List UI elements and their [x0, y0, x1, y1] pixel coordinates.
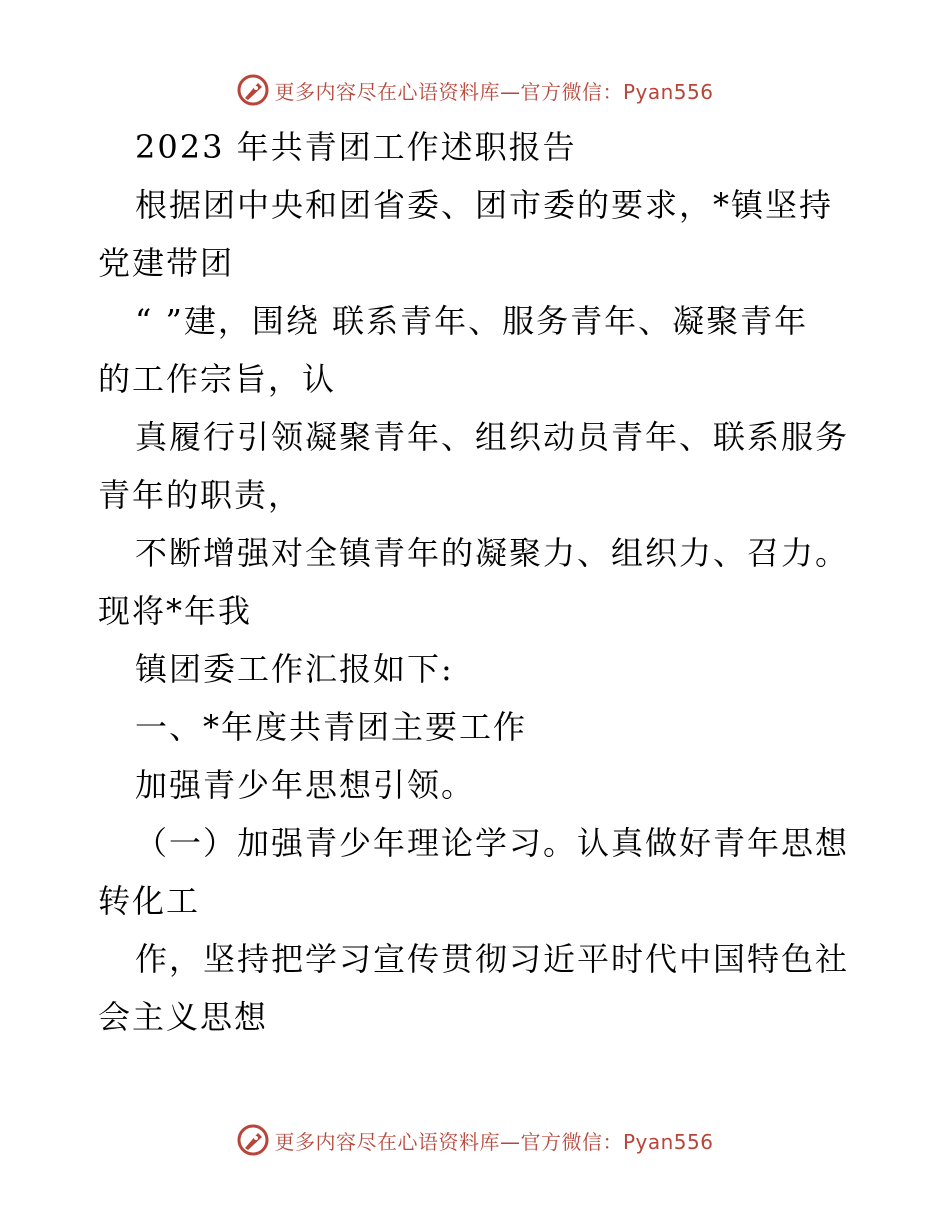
subsection-heading: （一）加强青少年理论学习。认真做好青年思想: [135, 824, 850, 862]
header-banner: [0, 70, 950, 110]
pen-nib-logo-icon: [236, 73, 270, 107]
header-banner-text: 更多内容尽在心语资料库—官方微信：Pyan556: [274, 79, 714, 104]
pen-nib-logo-icon: [236, 1123, 270, 1157]
paragraph-line: 不断增强对全镇青年的凝聚力、组织力、召力。: [135, 534, 850, 572]
footer-banner: [0, 1120, 950, 1160]
document-title: 2023 年共青团工作述职报告: [135, 128, 577, 166]
paragraph-line: 青年的职责，: [98, 476, 303, 514]
section-heading: 一、*年度共青团主要工作: [135, 708, 528, 746]
paragraph-line: 镇团委工作汇报如下:: [135, 650, 454, 688]
footer-banner-text: 更多内容尽在心语资料库—官方微信：Pyan556: [274, 1129, 714, 1154]
paragraph-line: 会主义思想: [98, 998, 269, 1036]
paragraph-line: 加强青少年思想引领。: [135, 766, 476, 804]
paragraph-line: 作，坚持把学习宣传贯彻习近平时代中国特色社: [135, 940, 850, 978]
paragraph-line: “ ”建，围绕 联系青年、服务青年、凝聚青年: [135, 302, 809, 340]
paragraph-line: 根据团中央和团省委、团市委的要求，*镇坚持: [135, 186, 834, 224]
paragraph-line: 真履行引领凝聚青年、组织动员青年、联系服务: [135, 418, 850, 456]
paragraph-line: 转化工: [98, 882, 201, 920]
paragraph-line: 现将*年我: [98, 592, 253, 630]
paragraph-line: 的工作宗旨，认: [98, 360, 337, 398]
paragraph-line: 党建带团: [98, 244, 235, 282]
